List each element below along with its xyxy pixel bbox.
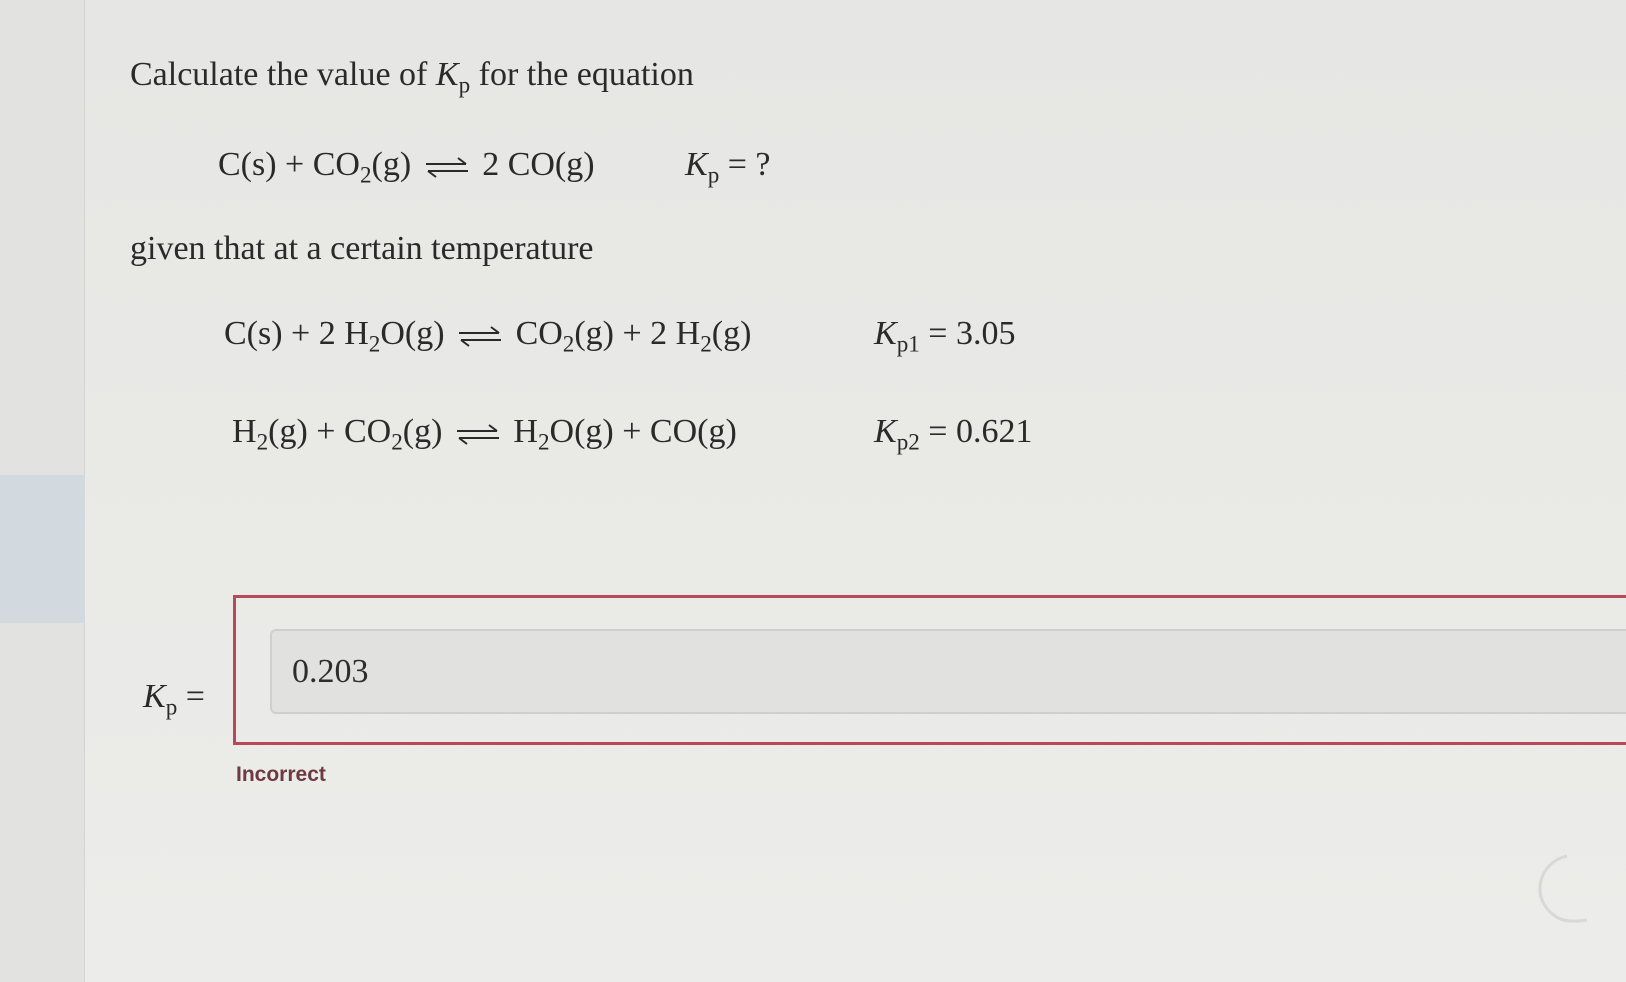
answer-equals: =	[185, 678, 205, 715]
eq2-k-symbol: K	[874, 413, 897, 450]
feedback-incorrect: Incorrect	[236, 763, 326, 786]
intro-suffix: for the equation	[478, 56, 694, 93]
intro-text: Calculate the value of	[130, 56, 428, 93]
answer-input[interactable]: 0.203	[270, 629, 1626, 714]
target-k-symbol: K	[685, 146, 708, 183]
eq1-rhs-b-sub: 2	[700, 331, 712, 358]
page-curl-mark	[1525, 850, 1595, 930]
given-text: given that at a certain temperature	[130, 230, 594, 267]
equilibrium-arrow-icon	[457, 325, 503, 347]
eq1-lhs-a-sub: 2	[368, 331, 381, 358]
target-k	[685, 146, 771, 189]
eq2-lhs-b: (g) + CO	[268, 413, 392, 450]
answer-label	[143, 678, 205, 721]
intro-k-subscript: p	[458, 72, 471, 99]
eq1-k-value: = 3.05	[928, 315, 1016, 352]
equation-1-k	[874, 315, 1016, 358]
eq2-lhs-c: (g)	[402, 413, 443, 450]
eq2-lhs-b-sub: 2	[391, 429, 403, 456]
target-rhs: 2 CO(g)	[482, 146, 595, 183]
target-equation	[218, 146, 595, 189]
eq1-lhs-a: C(s) + 2 H	[224, 315, 369, 352]
eq1-rhs-a: CO	[515, 315, 563, 352]
question-intro	[130, 56, 694, 99]
sidebar-highlight[interactable]	[0, 475, 85, 623]
eq2-lhs-a: H	[232, 413, 257, 450]
answer-k-sub: p	[165, 694, 178, 721]
eq2-rhs-b: O(g) + CO(g)	[549, 413, 737, 450]
target-lhs-sub: 2	[359, 162, 372, 189]
equation-2-k	[874, 413, 1033, 456]
target-lhs-end: (g)	[371, 146, 412, 183]
target-lhs: C(s) + CO	[218, 146, 360, 183]
intro-k-symbol: K	[435, 56, 459, 93]
eq2-k-value: = 0.621	[928, 413, 1033, 450]
eq1-rhs-c: (g)	[711, 315, 752, 352]
target-k-value: = ?	[727, 146, 771, 183]
answer-k-symbol: K	[143, 678, 166, 715]
equilibrium-arrow-icon	[455, 423, 501, 445]
eq2-rhs-a: H	[513, 413, 538, 450]
equation-1	[224, 315, 752, 358]
eq2-k-sub: p2	[896, 429, 920, 456]
target-k-sub: p	[707, 162, 720, 189]
eq1-k-sub: p1	[896, 331, 920, 358]
equilibrium-arrow-icon	[424, 156, 470, 178]
eq2-rhs-a-sub: 2	[537, 429, 550, 456]
eq1-rhs-b: (g) + 2 H	[574, 315, 701, 352]
eq1-k-symbol: K	[874, 315, 897, 352]
equation-2	[232, 413, 737, 456]
eq1-rhs-a-sub: 2	[562, 331, 575, 358]
eq2-lhs-a-sub: 2	[256, 429, 269, 456]
eq1-lhs-end: O(g)	[380, 315, 445, 352]
